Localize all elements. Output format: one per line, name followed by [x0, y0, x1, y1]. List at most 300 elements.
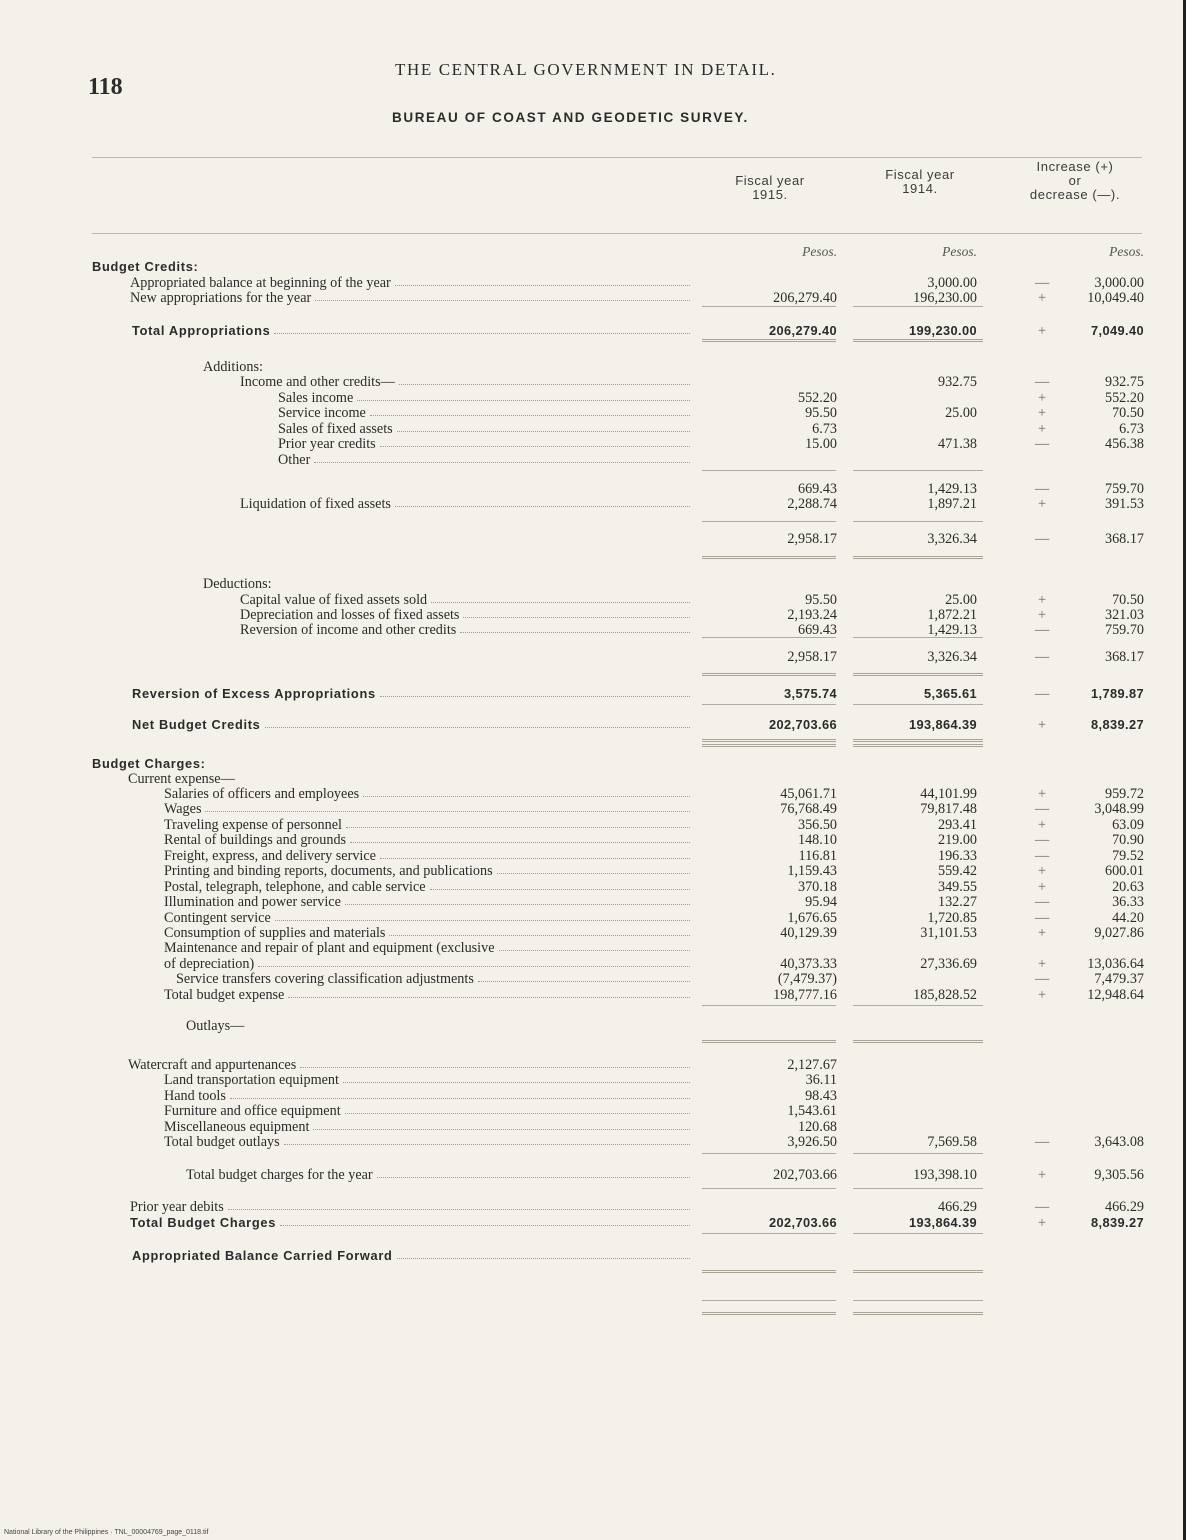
- table-row: [0, 360, 1186, 374]
- change-sign: —: [1035, 436, 1050, 452]
- sum-rule: [853, 521, 983, 522]
- row-label: Appropriated balance at beginning of the year: [130, 275, 391, 291]
- page-number: 118: [88, 74, 123, 100]
- units-fy1914: Pesos.: [942, 244, 977, 259]
- row-label: Reversion of Excess Appropriations: [132, 686, 376, 701]
- value-fy1914: 196.33: [937, 848, 977, 864]
- row-label: Furniture and office equipment: [164, 1103, 341, 1119]
- value-change: 3,048.99: [1094, 801, 1144, 817]
- value-fy1914: 7,569.58: [927, 1134, 977, 1150]
- value-fy1914: 31,101.53: [920, 925, 977, 941]
- change-sign: —: [1035, 894, 1050, 910]
- leader-dots: [280, 1225, 690, 1226]
- sum-rule: [702, 1270, 836, 1273]
- value-change: 6.73: [1119, 421, 1144, 437]
- leader-dots: [380, 696, 690, 697]
- table-row: [0, 577, 1186, 591]
- value-change: 13,036.64: [1087, 956, 1144, 972]
- leader-dots: [315, 300, 690, 301]
- sum-rule: [853, 1188, 983, 1189]
- row-label: Income and other credits—: [240, 374, 395, 390]
- leader-dots: [258, 966, 690, 967]
- sum-rule: [702, 470, 836, 471]
- row-label: Maintenance and repair of plant and equipment (exclusive: [164, 940, 495, 956]
- table-row: [0, 623, 1186, 637]
- value-fy1914: 193,864.39: [908, 1215, 977, 1230]
- table-row: [0, 453, 1186, 467]
- value-change: 70.50: [1112, 592, 1144, 608]
- value-fy1914: 293.41: [937, 817, 977, 833]
- value-change: 7,049.40: [1090, 323, 1144, 338]
- value-fy1915: 1,543.61: [787, 1103, 837, 1119]
- leader-dots: [478, 981, 690, 982]
- leader-dots: [430, 889, 690, 890]
- table-row: [0, 291, 1186, 305]
- leader-dots: [395, 285, 690, 286]
- value-fy1914: 44,101.99: [920, 786, 977, 802]
- leader-dots: [397, 1258, 690, 1259]
- row-label: Total budget outlays: [164, 1134, 280, 1150]
- sum-rule: [702, 704, 836, 705]
- row-label: New appropriations for the year: [130, 290, 312, 306]
- leader-dots: [377, 1177, 690, 1178]
- value-change: 959.72: [1104, 786, 1144, 802]
- sum-rule: [853, 556, 983, 559]
- table-row: [0, 1168, 1186, 1182]
- row-label: Reversion of income and other credits: [240, 622, 457, 638]
- table-row: [0, 972, 1186, 986]
- value-fy1914: 3,000.00: [927, 275, 977, 291]
- units-row: [0, 245, 1186, 259]
- running-head: THE CENTRAL GOVERNMENT IN DETAIL.: [395, 60, 777, 79]
- change-sign: +: [1037, 405, 1046, 421]
- sum-rule: [853, 1233, 983, 1234]
- row-label: Illumination and power service: [164, 894, 341, 910]
- row-label: of depreciation): [164, 956, 255, 972]
- value-fy1914: 79,817.48: [920, 801, 977, 817]
- value-fy1914: 349.55: [937, 879, 977, 895]
- value-fy1914: 932.75: [937, 374, 977, 390]
- value-change: 391.53: [1104, 496, 1144, 512]
- row-label: Budget Credits:: [92, 259, 199, 274]
- leader-dots: [346, 827, 690, 828]
- units-fy1915: Pesos.: [802, 244, 837, 259]
- value-change: 759.70: [1104, 622, 1144, 638]
- change-sign: +: [1037, 592, 1046, 608]
- value-fy1914: 5,365.61: [923, 686, 977, 701]
- row-label: Traveling expense of personnel: [164, 817, 342, 833]
- value-fy1915: 206,279.40: [773, 290, 837, 306]
- leader-dots: [265, 727, 690, 728]
- value-fy1914: 3,326.34: [927, 649, 977, 665]
- value-fy1914: 193,398.10: [913, 1167, 977, 1183]
- table-row: [0, 276, 1186, 290]
- leader-dots: [275, 920, 690, 921]
- leader-dots: [497, 873, 690, 874]
- change-sign: +: [1037, 496, 1046, 512]
- value-change: 932.75: [1104, 374, 1144, 390]
- row-label: Appropriated Balance Carried Forward: [132, 1248, 393, 1263]
- leader-dots: [350, 842, 690, 843]
- value-change: 759.70: [1104, 481, 1144, 497]
- sum-rule: [702, 739, 836, 742]
- value-fy1914: 193,864.39: [908, 717, 977, 732]
- table-row: [0, 772, 1186, 786]
- value-change: 36.33: [1112, 894, 1144, 910]
- section-title: BUREAU OF COAST AND GEODETIC SURVEY.: [392, 110, 749, 125]
- value-fy1915: 6.73: [812, 421, 837, 437]
- value-fy1915: 202,703.66: [773, 1167, 837, 1183]
- sum-rule: [702, 1233, 836, 1234]
- table-row: [0, 1073, 1186, 1087]
- table-row: [0, 1089, 1186, 1103]
- table-row: [0, 391, 1186, 405]
- table-row: [0, 1120, 1186, 1134]
- table-row: [0, 849, 1186, 863]
- table-row: [0, 895, 1186, 909]
- sum-rule: [702, 1040, 836, 1043]
- table-row: [0, 497, 1186, 511]
- row-label: Hand tools: [164, 1088, 226, 1104]
- value-fy1915: 2,127.67: [787, 1057, 837, 1073]
- change-sign: —: [1035, 832, 1050, 848]
- table-row: [0, 1058, 1186, 1072]
- value-fy1914: 1,872.21: [927, 607, 977, 623]
- table-row: [0, 1200, 1186, 1214]
- value-change: 70.50: [1112, 405, 1144, 421]
- value-change: 466.29: [1104, 1199, 1144, 1215]
- row-label: Other: [278, 452, 311, 468]
- value-fy1914: 25.00: [945, 405, 977, 421]
- row-label: Sales of fixed assets: [278, 421, 393, 437]
- sum-rule: [702, 744, 836, 747]
- sum-rule: [702, 673, 836, 676]
- row-label: Liquidation of fixed assets: [240, 496, 391, 512]
- change-sign: +: [1037, 607, 1046, 623]
- value-change: 456.38: [1104, 436, 1144, 452]
- row-label: Land transportation equipment: [164, 1072, 339, 1088]
- sum-rule: [853, 704, 983, 705]
- row-label: Budget Charges:: [92, 756, 206, 771]
- table-row: [0, 406, 1186, 420]
- table-row: [0, 437, 1186, 451]
- value-fy1915: 98.43: [805, 1088, 837, 1104]
- value-change: 8,839.27: [1090, 1215, 1144, 1230]
- row-label: Outlays—: [186, 1018, 245, 1034]
- units-change: Pesos.: [1109, 244, 1144, 259]
- sum-rule: [702, 1312, 836, 1315]
- column-header-change: Increase (+) or decrease (—).: [1029, 159, 1121, 202]
- sum-rule: [853, 1312, 983, 1315]
- value-fy1915: 1,676.65: [787, 910, 837, 926]
- change-sign: —: [1035, 275, 1050, 291]
- column-header-fy1915: Fiscal year 1915.: [735, 173, 805, 202]
- value-fy1914: 132.27: [937, 894, 977, 910]
- change-sign: —: [1035, 971, 1050, 987]
- row-label: Current expense—: [128, 771, 235, 787]
- row-label: Total Budget Charges: [130, 1215, 277, 1230]
- leader-dots: [380, 858, 690, 859]
- value-fy1915: 206,279.40: [768, 323, 837, 338]
- leader-dots: [370, 415, 690, 416]
- row-label: Salaries of officers and employees: [164, 786, 360, 802]
- change-sign: +: [1037, 863, 1046, 879]
- change-sign: +: [1037, 817, 1046, 833]
- row-label: Prior year debits: [130, 1199, 224, 1215]
- table-row: [0, 988, 1186, 1002]
- sum-rule: [853, 306, 983, 307]
- change-sign: +: [1037, 717, 1046, 733]
- sum-rule: [702, 339, 836, 342]
- sum-rule: [702, 1153, 836, 1154]
- value-change: 12,948.64: [1087, 987, 1144, 1003]
- leader-dots: [314, 462, 690, 463]
- sum-rule: [702, 637, 836, 638]
- leader-dots: [228, 1209, 690, 1210]
- change-sign: —: [1035, 649, 1050, 665]
- sum-rule: [853, 339, 983, 342]
- value-fy1914: 1,429.13: [927, 622, 977, 638]
- value-fy1915: 148.10: [797, 832, 837, 848]
- value-change: 3,000.00: [1094, 275, 1144, 291]
- change-sign: +: [1037, 956, 1046, 972]
- value-fy1915: 76,768.49: [780, 801, 837, 817]
- change-sign: —: [1035, 801, 1050, 817]
- value-fy1915: 3,926.50: [787, 1134, 837, 1150]
- leader-dots: [357, 400, 690, 401]
- table-row: [0, 818, 1186, 832]
- value-fy1914: 219.00: [937, 832, 977, 848]
- value-change: 368.17: [1104, 531, 1144, 547]
- sum-rule: [853, 1005, 983, 1006]
- table-row: [0, 1104, 1186, 1118]
- table-row: [0, 1249, 1186, 1263]
- row-label: Additions:: [203, 359, 263, 375]
- value-change: 368.17: [1104, 649, 1144, 665]
- value-fy1915: 2,193.24: [787, 607, 837, 623]
- table-row: [0, 324, 1186, 338]
- row-label: Capital value of fixed assets sold: [240, 592, 428, 608]
- column-header-fy1914: Fiscal year 1914.: [885, 167, 955, 196]
- change-sign: +: [1037, 390, 1046, 406]
- table-row: [0, 787, 1186, 801]
- value-change: 7,479.37: [1094, 971, 1144, 987]
- leader-dots: [345, 904, 690, 905]
- leader-dots: [205, 811, 690, 812]
- sum-rule: [702, 306, 836, 307]
- sum-rule: [853, 1270, 983, 1273]
- sum-rule: [702, 1005, 836, 1006]
- row-label: Rental of buildings and grounds: [164, 832, 347, 848]
- table-row: [0, 864, 1186, 878]
- table-row: [0, 757, 1186, 771]
- table-row: [0, 833, 1186, 847]
- change-sign: —: [1035, 1199, 1050, 1215]
- row-label: Total Appropriations: [132, 323, 271, 338]
- change-sign: +: [1037, 1167, 1046, 1183]
- table-row: [0, 608, 1186, 622]
- table-row: [0, 482, 1186, 496]
- value-change: 20.63: [1112, 879, 1144, 895]
- change-sign: —: [1035, 686, 1050, 702]
- value-fy1915: 198,777.16: [773, 987, 837, 1003]
- value-change: 63.09: [1112, 817, 1144, 833]
- leader-dots: [313, 1129, 690, 1130]
- leader-dots: [431, 602, 690, 603]
- row-label: Wages: [164, 801, 202, 817]
- row-label: Sales income: [278, 390, 354, 406]
- header-bottom-rule: [92, 233, 1142, 234]
- table-row: [0, 1135, 1186, 1149]
- value-fy1915: 356.50: [797, 817, 837, 833]
- row-label: Postal, telegraph, telephone, and cable service: [164, 879, 426, 895]
- leader-dots: [380, 446, 690, 447]
- value-fy1915: 40,129.39: [780, 925, 837, 941]
- value-change: 9,305.56: [1094, 1167, 1144, 1183]
- value-fy1914: 466.29: [937, 1199, 977, 1215]
- value-change: 8,839.27: [1090, 717, 1144, 732]
- table-row: [0, 1019, 1186, 1033]
- change-sign: —: [1035, 622, 1050, 638]
- header-top-rule: [92, 157, 1142, 158]
- change-sign: +: [1037, 421, 1046, 437]
- value-fy1915: 15.00: [805, 436, 837, 452]
- change-sign: —: [1035, 481, 1050, 497]
- table-row: [0, 593, 1186, 607]
- table-row: [0, 911, 1186, 925]
- change-sign: +: [1037, 290, 1046, 306]
- leader-dots: [288, 997, 690, 998]
- value-fy1914: 1,897.21: [927, 496, 977, 512]
- value-fy1914: 199,230.00: [908, 323, 977, 338]
- value-change: 3,643.08: [1094, 1134, 1144, 1150]
- row-label: Total budget charges for the year: [186, 1167, 373, 1183]
- change-sign: —: [1035, 848, 1050, 864]
- value-fy1914: 3,326.34: [927, 531, 977, 547]
- leader-dots: [284, 1144, 690, 1145]
- value-fy1915: 95.94: [805, 894, 837, 910]
- row-label: Printing and binding reports, documents, and publications: [164, 863, 493, 879]
- value-fy1915: 120.68: [797, 1119, 837, 1135]
- value-fy1915: 116.81: [798, 848, 837, 864]
- change-sign: —: [1035, 374, 1050, 390]
- value-change: 10,049.40: [1087, 290, 1144, 306]
- value-change: 44.20: [1112, 910, 1144, 926]
- row-label: Prior year credits: [278, 436, 376, 452]
- value-fy1915: 95.50: [805, 592, 837, 608]
- value-fy1915: 45,061.71: [780, 786, 837, 802]
- value-fy1914: 471.38: [937, 436, 977, 452]
- leader-dots: [363, 796, 690, 797]
- table-row: [0, 802, 1186, 816]
- sum-rule: [702, 1188, 836, 1189]
- table-row: [0, 260, 1186, 274]
- value-fy1914: 25.00: [945, 592, 977, 608]
- table-row: [0, 941, 1186, 955]
- table-row: [0, 650, 1186, 664]
- row-label: Total budget expense: [164, 987, 285, 1003]
- table-row: [0, 375, 1186, 389]
- sum-rule: [853, 470, 983, 471]
- row-label: Miscellaneous equipment: [164, 1119, 310, 1135]
- row-label: Watercraft and appurtenances: [128, 1057, 297, 1073]
- sum-rule: [853, 1300, 983, 1301]
- value-change: 70.90: [1112, 832, 1144, 848]
- value-fy1915: (7,479.37): [777, 971, 837, 987]
- value-fy1915: 2,958.17: [787, 649, 837, 665]
- leader-dots: [395, 506, 690, 507]
- row-label: Deductions:: [203, 576, 272, 592]
- table-row: [0, 422, 1186, 436]
- value-fy1915: 40,373.33: [780, 956, 837, 972]
- row-label: Consumption of supplies and materials: [164, 925, 386, 941]
- table-row: [0, 926, 1186, 940]
- value-change: 9,027.86: [1094, 925, 1144, 941]
- sum-rule: [853, 673, 983, 676]
- sum-rule: [702, 1300, 836, 1301]
- value-fy1915: 1,159.43: [787, 863, 837, 879]
- change-sign: +: [1037, 1215, 1046, 1231]
- leader-dots: [399, 384, 690, 385]
- value-change: 321.03: [1104, 607, 1144, 623]
- value-fy1915: 669.43: [797, 481, 837, 497]
- value-fy1915: 2,958.17: [787, 531, 837, 547]
- row-label: Net Budget Credits: [132, 717, 261, 732]
- table-row: [0, 532, 1186, 546]
- value-fy1914: 1,720.85: [927, 910, 977, 926]
- change-sign: +: [1037, 987, 1046, 1003]
- leader-dots: [274, 333, 690, 334]
- sum-rule: [853, 744, 983, 747]
- value-fy1915: 36.11: [805, 1072, 837, 1088]
- table-row: [0, 957, 1186, 971]
- leader-dots: [463, 617, 690, 618]
- change-sign: +: [1037, 786, 1046, 802]
- sum-rule: [853, 637, 983, 638]
- table-row: [0, 880, 1186, 894]
- value-fy1915: 95.50: [805, 405, 837, 421]
- change-sign: +: [1037, 879, 1046, 895]
- leader-dots: [499, 950, 690, 951]
- value-fy1914: 196,230.00: [913, 290, 977, 306]
- row-label: Depreciation and losses of fixed assets: [240, 607, 460, 623]
- value-fy1914: 1,429.13: [927, 481, 977, 497]
- sum-rule: [853, 739, 983, 742]
- leader-dots: [230, 1098, 690, 1099]
- value-change: 79.52: [1112, 848, 1144, 864]
- value-fy1914: 559.42: [937, 863, 977, 879]
- leader-dots: [389, 935, 690, 936]
- row-label: Service income: [278, 405, 366, 421]
- leader-dots: [397, 431, 690, 432]
- value-change: 1,789.87: [1090, 686, 1144, 701]
- sum-rule: [702, 521, 836, 522]
- change-sign: +: [1037, 323, 1046, 339]
- change-sign: —: [1035, 531, 1050, 547]
- row-label: Contingent service: [164, 910, 271, 926]
- scan-footer: National Library of the Philippines · TNL_00004769_page_0118.tif: [4, 1529, 209, 1536]
- change-sign: —: [1035, 1134, 1050, 1150]
- value-fy1915: 2,288.74: [787, 496, 837, 512]
- row-label: Service transfers covering classification adjustments: [176, 971, 474, 987]
- table-row: [0, 718, 1186, 732]
- value-fy1915: 370.18: [797, 879, 837, 895]
- table-row: [0, 1216, 1186, 1230]
- value-fy1915: 552.20: [797, 390, 837, 406]
- change-sign: +: [1037, 925, 1046, 941]
- value-fy1915: 3,575.74: [783, 686, 837, 701]
- sum-rule: [853, 1153, 983, 1154]
